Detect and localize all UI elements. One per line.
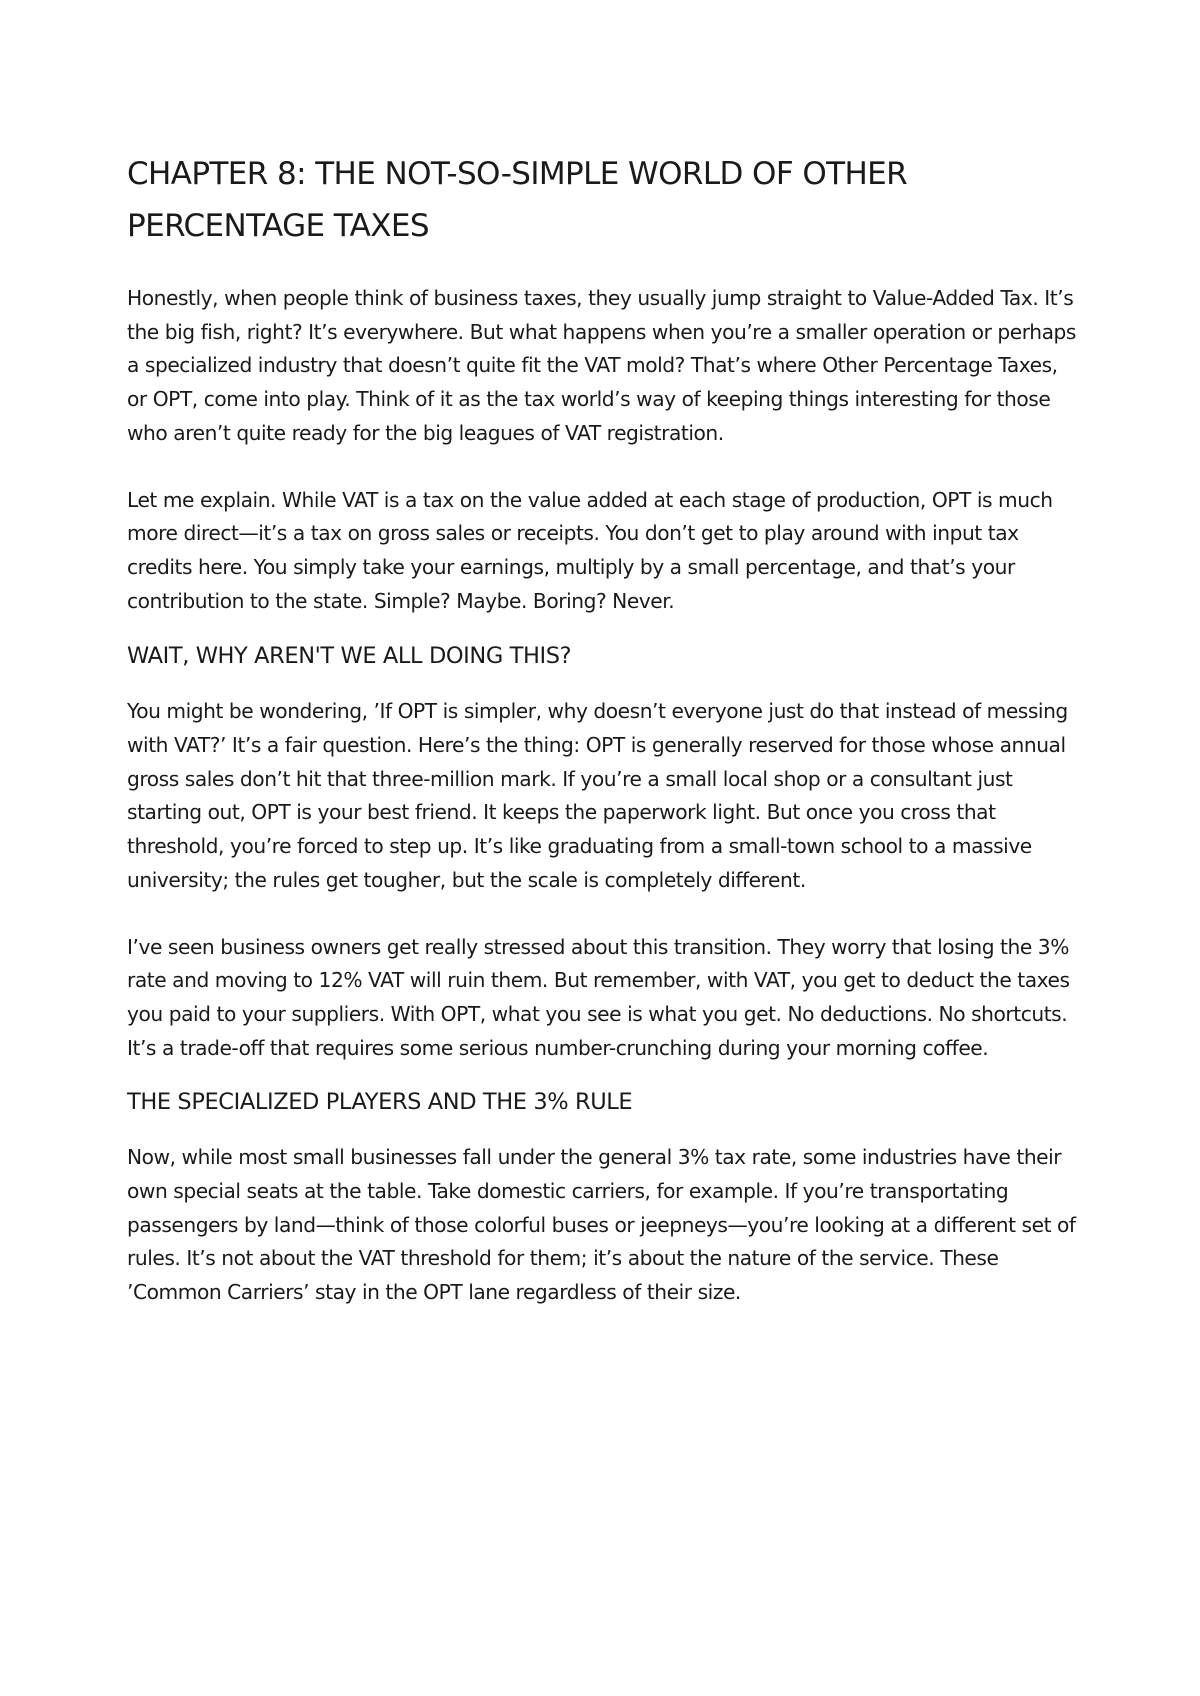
body-paragraph: Honestly, when people think of business taxes, they usually jump straight to Value-Added Tax. It’s the big fish, right? It’s everywhere. But what happens when you’re a smaller operation or perhaps a specialized industry that doesn’t quite fit the VAT mold? That’s where Other Percentage Taxes, or OPT, come into play. Think of it as the tax world’s way of keeping things interesting for those who aren’t quite ready for the big leagues of VAT registration.: [127, 286, 1076, 445]
document-page: [127, 148, 1077, 1310]
body-paragraph: I’ve seen business owners get really stressed about this transition. They worry that losing the 3% rate and moving to 12% VAT will ruin them. But remember, with VAT, you get to deduct the taxes you paid to your suppliers. With OPT, what you see is what you get. No deductions. No shortcuts. It’s a trade-off that requires some serious number-crunching during your morning coffee.: [127, 934, 1070, 1060]
section-heading: THE SPECIALIZED PLAYERS AND THE 3% RULE: [127, 1089, 633, 1116]
body-paragraph: You might be wondering, ’If OPT is simpler, why doesn’t everyone just do that instead of messing with VAT?’ It’s a fair question. Here’s the thing: OPT is generally reserved for those whose annual gross sales don’t hit that three-million mark. If you’re a small local shop or a consultant just starting out, OPT is your best friend. It keeps the paperwork light. But once you cross that threshold, you’re forced to step up. It’s like graduating from a small-town school to a massive university; the rules get tougher, but the scale is completely different.: [127, 699, 1068, 892]
body-paragraph: Now, while most small businesses fall under the general 3% tax rate, some industries have their own special seats at the table. Take domestic carriers, for example. If you’re transportating passengers by land—think of those colorful buses or jeepneys—you’re looking at a different set of rules. It’s not about the VAT threshold for them; it’s about the nature of the service. These ’Common Carriers’ stay in the OPT lane regardless of their size.: [127, 1145, 1076, 1305]
chapter-title: CHAPTER 8: THE NOT-SO-SIMPLE WORLD OF OTHER PERCENTAGE TAXES: [127, 156, 908, 244]
section-heading: WAIT, WHY AREN'T WE ALL DOING THIS?: [127, 643, 572, 670]
body-paragraph: Let me explain. While VAT is a tax on the value added at each stage of production, OPT is much more direct—it’s a tax on gross sales or receipts. You don’t get to play around with input tax credits here. You simply take your earnings, multiply by a small percentage, and that’s your contribution to the state. Simple? Maybe. Boring? Never.: [127, 487, 1053, 613]
